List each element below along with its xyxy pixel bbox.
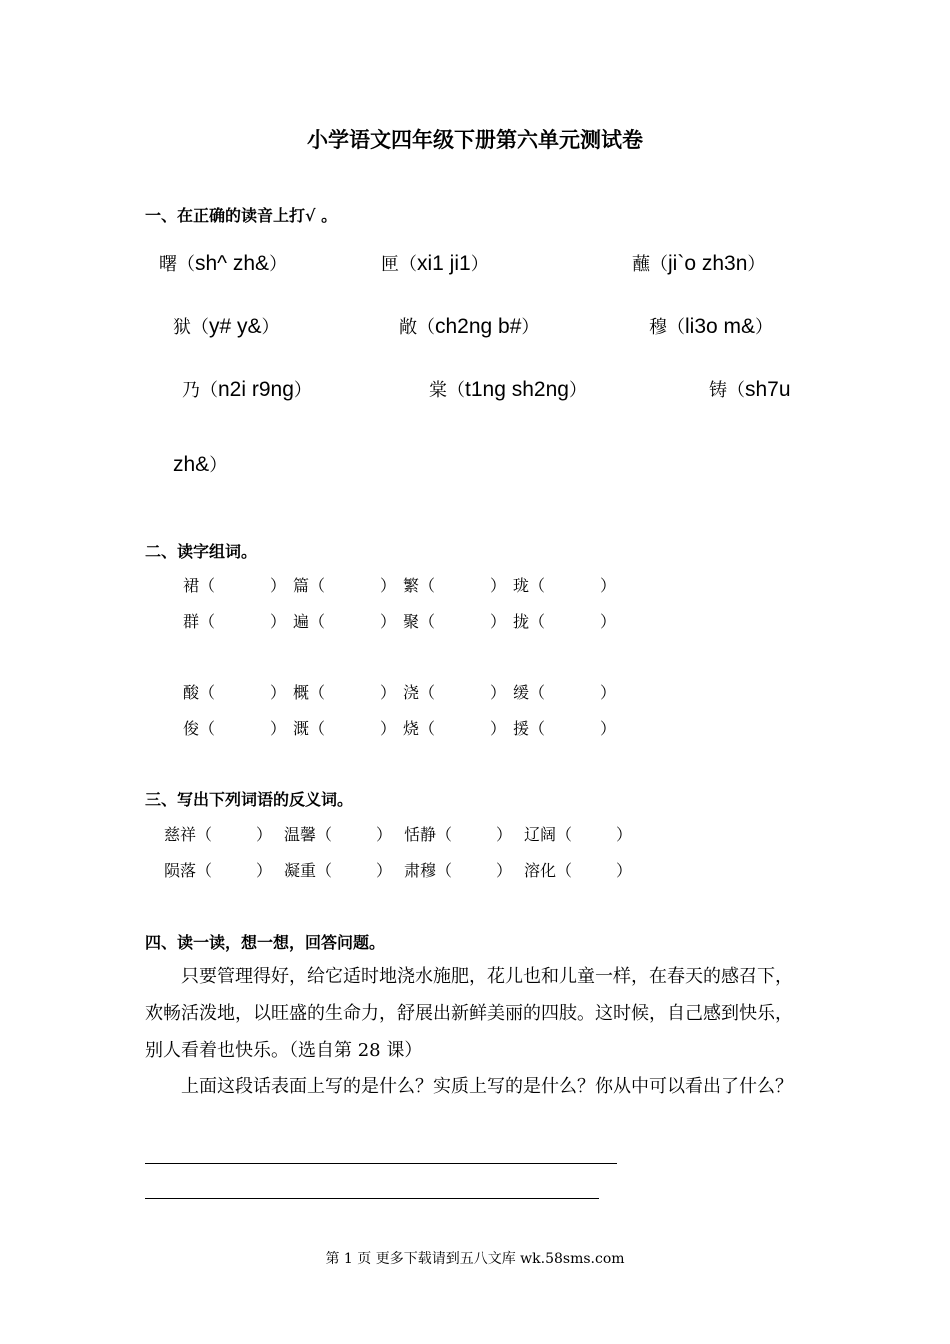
page-title: 小学语文四年级下册第六单元测试卷: [307, 127, 643, 152]
pinyin-options: sh7u: [745, 378, 791, 401]
page-footer: 第 1 页 更多下载请到五八文库 wk.58sms.com: [325, 1251, 625, 1267]
pinyin-options: y# y&: [209, 315, 262, 338]
pinyin-char: 曙（: [159, 254, 195, 275]
pinyin-item: 棠（t1ng sh2ng）: [429, 378, 587, 401]
section1-heading: 一、在正确的读音上打√ 。: [145, 206, 338, 225]
pinyin-options: n2i r9ng: [218, 378, 294, 401]
pinyin-item: 敞（ch2ng b#）: [399, 315, 540, 338]
pinyin-item: 蘸（ji`o zh3n）: [632, 252, 766, 275]
pinyin-item: 匣（xi1 ji1）: [381, 252, 489, 275]
pinyin-item: 曙（sh^ zh&）: [159, 252, 288, 275]
pinyin-item: [709, 376, 791, 402]
pinyin-char: 狱（: [173, 317, 209, 338]
reading-passage: 只要管理得好，给它适时地浇水施肥，花儿也和儿童一样，在春天的感召下，欢畅活泼地，以旺盛的生命力，舒展出新鲜美丽的四肢。这时候，自己感到快乐，别人看着也快乐。（选自第 28 课）: [145, 966, 793, 1061]
antonym-row: 慈祥（ ） 温馨（ ） 恬静（ ） 辽阔（ ）: [164, 825, 633, 844]
pinyin-char: 敞（: [399, 317, 435, 338]
pinyin-options: li3o m&: [685, 315, 756, 338]
pinyin-options: sh^ zh&: [195, 252, 270, 275]
pinyin-item: 乃（n2i r9ng）: [182, 378, 312, 401]
pinyin-wrap: zh&）: [173, 453, 228, 476]
section4-heading: 四、读一读，想一想，回答问题。: [145, 933, 386, 952]
answer-line[interactable]: [145, 1163, 617, 1164]
reading-question: 上面这段话表面上写的是什么？实质上写的是什么？你从中可以看出了什么？: [181, 1076, 793, 1097]
section2-heading: 二、读字组词。: [145, 542, 258, 561]
pinyin-char: 铸（: [709, 380, 745, 401]
pinyin-options: t1ng sh2ng: [465, 378, 569, 401]
word-row: 裙（ ） 篇（ ） 繁（ ） 珑（ ）: [183, 576, 617, 595]
section3-heading: 三、写出下列词语的反义词。: [145, 790, 354, 809]
answer-line[interactable]: [145, 1198, 599, 1199]
word-row: 酸（ ） 概（ ） 浇（ ） 缓（ ）: [183, 683, 617, 702]
antonym-row: 陨落（ ） 凝重（ ） 肃穆（ ） 溶化（ ）: [164, 861, 633, 880]
pinyin-char: 匣（: [381, 254, 417, 275]
pinyin-item: 穆（li3o m&）: [649, 315, 774, 338]
pinyin-item: 狱（y# y&）: [173, 315, 280, 338]
pinyin-char: 穆（: [649, 317, 685, 338]
pinyin-char: 棠（: [429, 380, 465, 401]
pinyin-char: 蘸（: [632, 254, 668, 275]
word-row: 俊（ ） 溉（ ） 烧（ ） 援（ ）: [183, 719, 617, 738]
pinyin-options: xi1 ji1: [417, 252, 471, 275]
pinyin-options: ji`o zh3n: [668, 252, 748, 275]
pinyin-char: 乃（: [182, 380, 218, 401]
word-row: 群（ ） 遍（ ） 聚（ ） 拢（ ）: [183, 612, 617, 631]
pinyin-options: ch2ng b#: [435, 315, 522, 338]
